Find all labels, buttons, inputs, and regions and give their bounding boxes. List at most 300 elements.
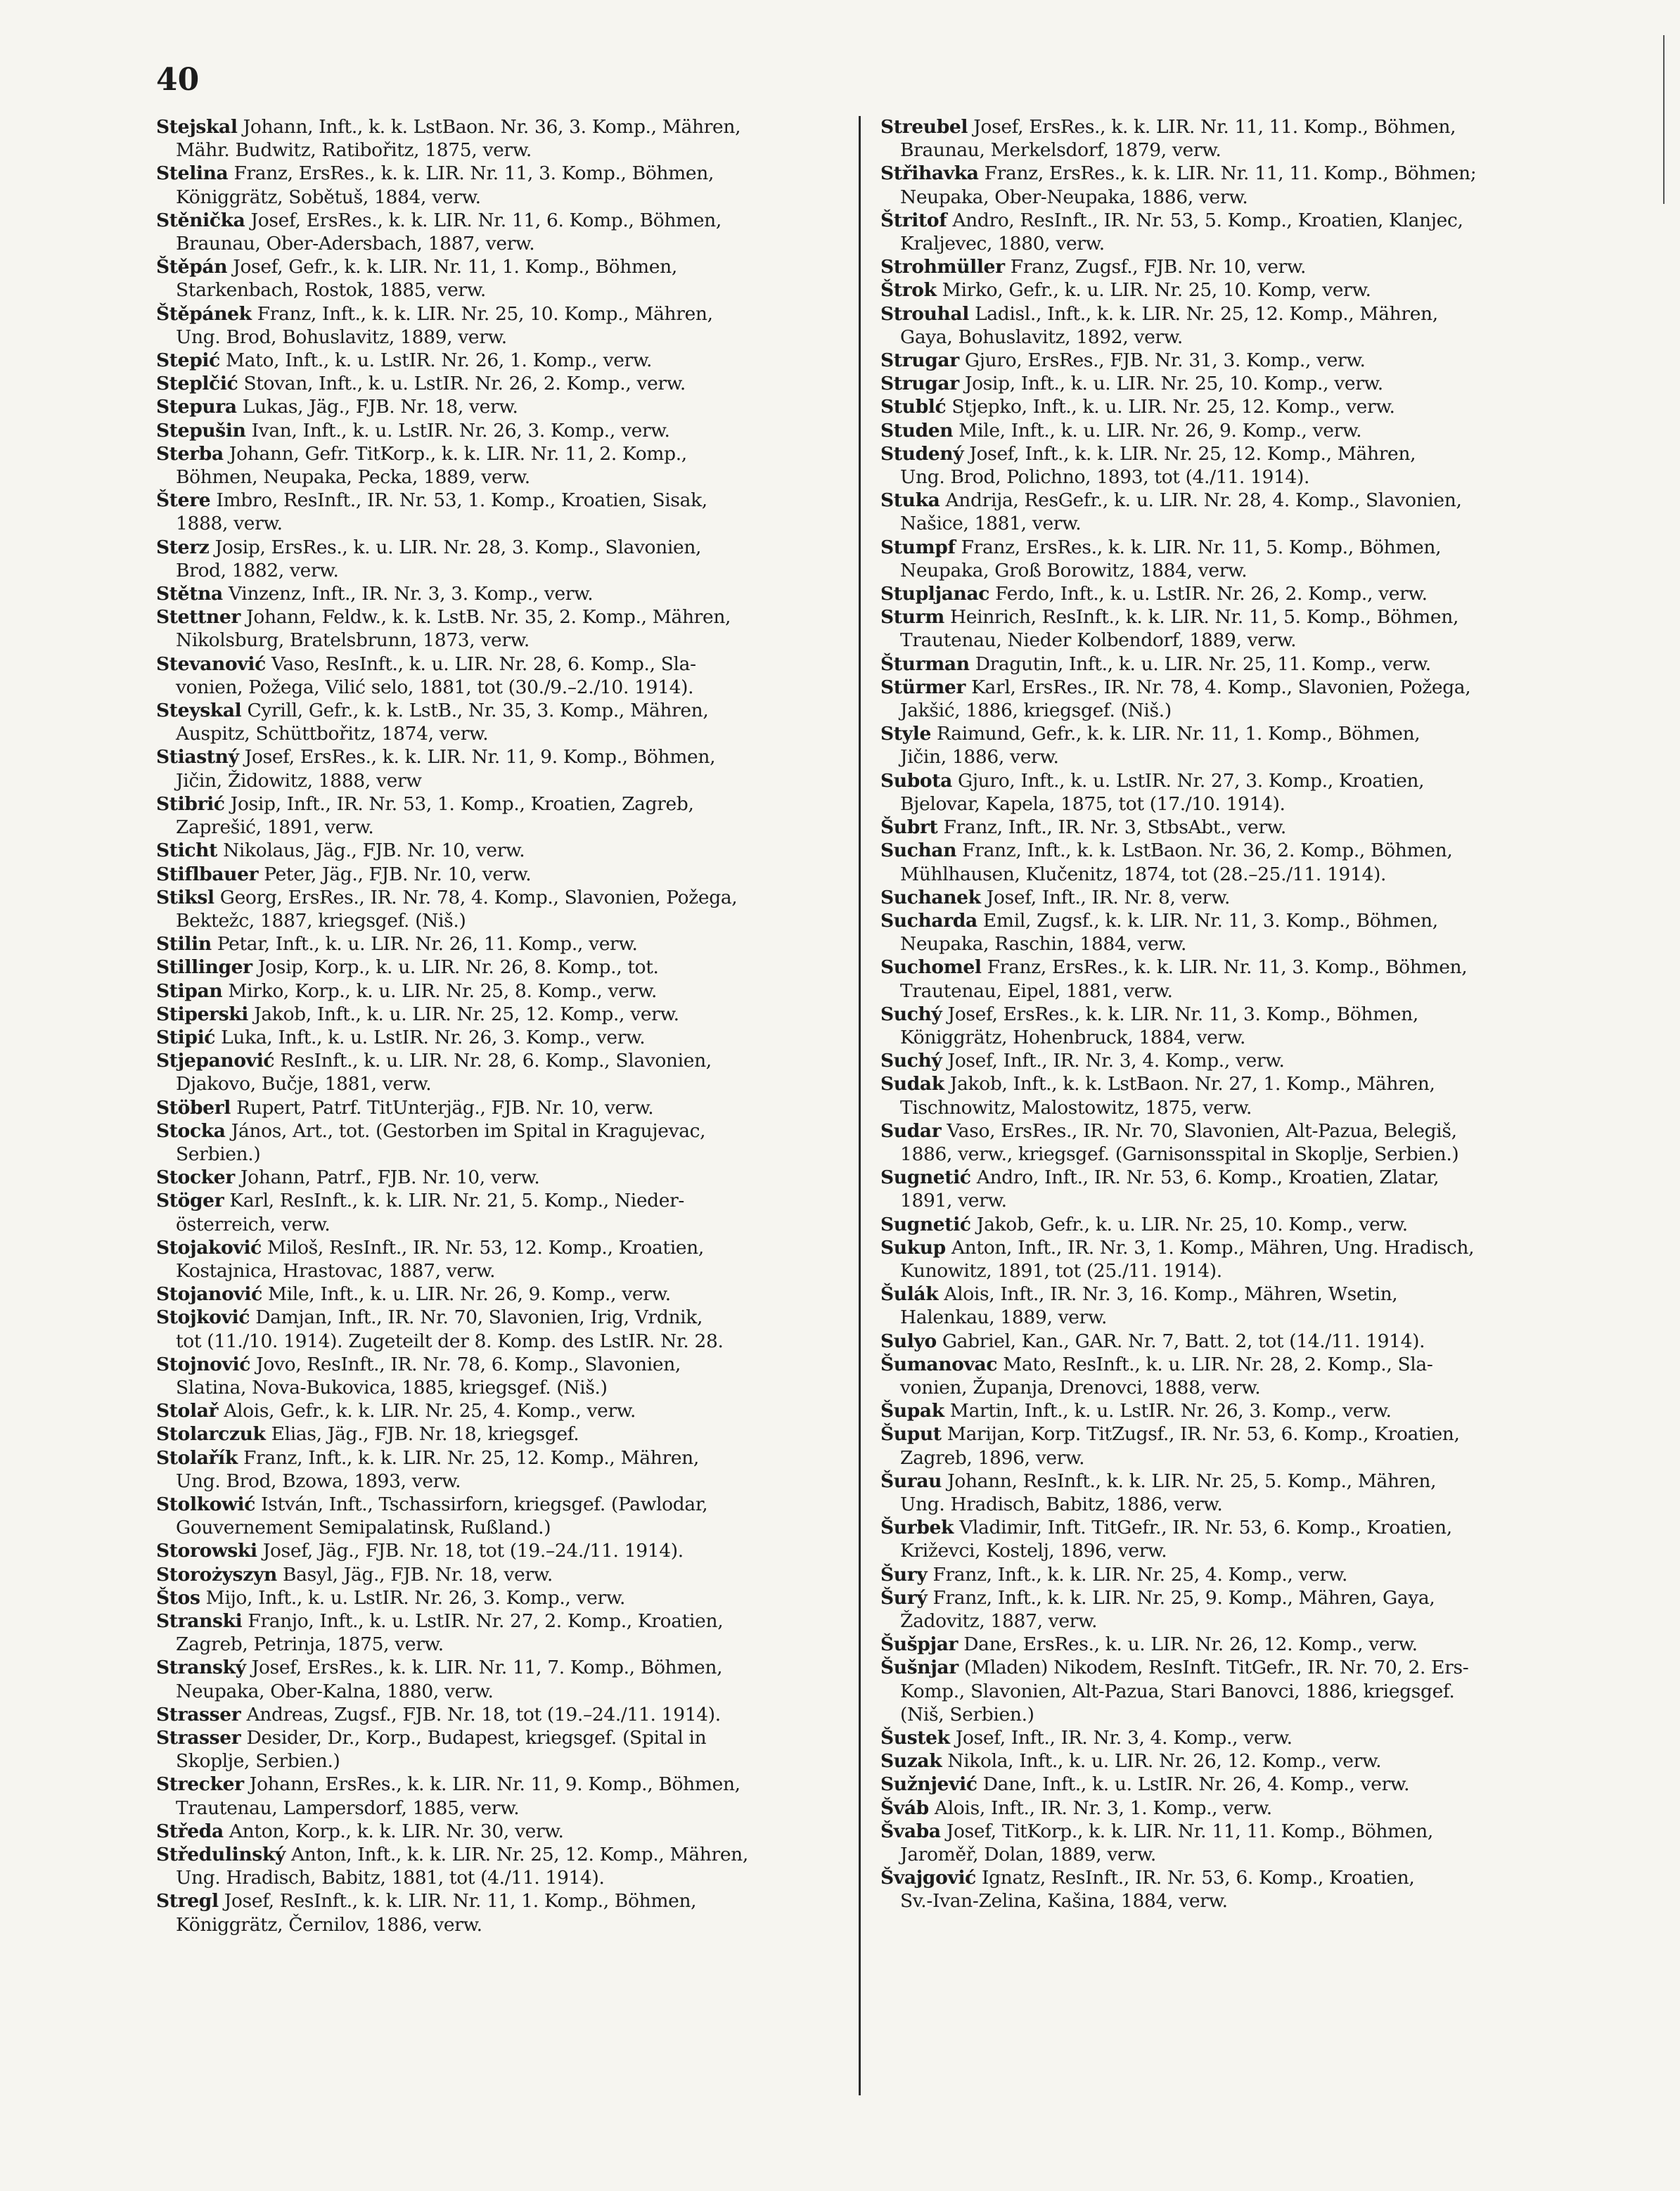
- list-item: [880, 816, 1577, 839]
- entry-details: Ladisl., Inft., k. k. LIR. Nr. 25, 12. Komp., Mähren,: [975, 302, 1438, 325]
- entry-first-line: [880, 209, 1577, 232]
- entry-details: Johann, Feldw., k. k. LstB. Nr. 35, 2. Komp., Mähren,: [246, 606, 731, 629]
- entry-details: Miloš, ResInft., IR. Nr. 53, 12. Komp., Kroatien,: [267, 1236, 704, 1259]
- entry-continuation-line: Braunau, Ober-Adersbach, 1887, verw.: [176, 233, 535, 255]
- entry-first-line: [880, 115, 1577, 139]
- entry-surname: Storożyszyn: [156, 1563, 277, 1586]
- entry-surname: Střihavka: [880, 162, 979, 185]
- entry-surname: Švajgović: [880, 1867, 976, 1889]
- entry-first-line: [880, 1866, 1577, 1889]
- entry-details: Josip, ErsRes., k. u. LIR. Nr. 28, 3. Komp., Slavonien,: [214, 536, 702, 558]
- list-item: [880, 1422, 1577, 1469]
- entry-first-line: [156, 395, 852, 418]
- entry-surname: Stepura: [156, 396, 237, 418]
- list-item: [880, 1236, 1577, 1283]
- entry-first-line: [156, 1539, 852, 1562]
- entry-first-line: [156, 1353, 852, 1376]
- list-item: [156, 1843, 852, 1889]
- entry-surname: Strugar: [880, 373, 959, 395]
- entry-surname: Stolkowić: [156, 1493, 256, 1515]
- list-item: [880, 1213, 1577, 1236]
- list-item: [156, 1773, 852, 1819]
- entry-continuation-line: Trautenau, Eipel, 1881, verw.: [900, 979, 1173, 1002]
- entry-details: Franz, ErsRes., k. k. LIR. Nr. 11, 3. Komp., Böhmen,: [987, 956, 1468, 979]
- entry-continuation-line: vonien, Županja, Drenovci, 1888, verw.: [900, 1376, 1261, 1399]
- entry-continuation-line: Zaprešić, 1891, verw.: [176, 816, 374, 839]
- entry-first-line: [880, 1726, 1577, 1749]
- list-item: [880, 1049, 1577, 1072]
- list-item: [880, 1656, 1577, 1726]
- entry-continuation-line: Neupaka, Raschin, 1884, verw.: [900, 933, 1187, 956]
- entry-first-line: [880, 1470, 1577, 1493]
- entry-first-line: [156, 1399, 852, 1422]
- list-item: [156, 1283, 852, 1306]
- entry-first-line: [880, 1283, 1577, 1306]
- entry-surname: Šušpjar: [880, 1633, 958, 1656]
- entry-surname: Štěpán: [156, 256, 228, 278]
- list-item: [156, 1119, 852, 1166]
- entry-continuation-line: Nikolsburg, Bratelsbrunn, 1873, verw.: [176, 629, 530, 652]
- list-item: [880, 536, 1577, 582]
- entry-details: Mirko, Gefr., k. u. LIR. Nr. 25, 10. Komp, verw.: [942, 279, 1371, 302]
- list-item: [880, 1516, 1577, 1562]
- entry-first-line: [880, 653, 1577, 676]
- entry-continuation-line: Gaya, Bohuslavitz, 1892, verw.: [900, 326, 1183, 348]
- entry-continuation-line: Skoplje, Serbien.): [176, 1750, 340, 1773]
- entry-first-line: [880, 1797, 1577, 1820]
- entry-details: Josef, ErsRes., k. k. LIR. Nr. 11, 3. Komp., Böhmen,: [947, 1003, 1418, 1025]
- entry-surname: Sudar: [880, 1119, 942, 1142]
- list-item: [156, 255, 852, 302]
- entry-details: Andro, Inft., IR. Nr. 53, 6. Komp., Kroatien, Zlatar,: [976, 1167, 1439, 1189]
- list-item: [880, 395, 1577, 418]
- entry-first-line: [880, 1399, 1577, 1422]
- entry-surname: Stjepanović: [156, 1050, 275, 1072]
- entry-surname: Suchomel: [880, 956, 982, 979]
- entry-details: Anton, Inft., k. k. LIR. Nr. 25, 12. Komp., Mähren,: [290, 1844, 748, 1866]
- entry-continuation-line: Mühlhausen, Klučenitz, 1874, tot (28.–25./11. 1914).: [900, 863, 1387, 885]
- entry-details: Andreas, Zugsf., FJB. Nr. 18, tot (19.–24./11. 1914).: [246, 1703, 721, 1726]
- entry-continuation-line: Königgrätz, Hohenbruck, 1884, verw.: [900, 1026, 1246, 1048]
- entry-surname: Šury: [880, 1563, 928, 1586]
- list-item: [156, 1236, 852, 1283]
- entry-details: Gabriel, Kan., GAR. Nr. 7, Batt. 2, tot (14./11. 1914).: [942, 1330, 1425, 1352]
- list-item: [880, 1773, 1577, 1796]
- entry-first-line: [156, 1422, 852, 1446]
- entry-details: Karl, ResInft., k. k. LIR. Nr. 21, 5. Komp., Nieder-: [229, 1190, 685, 1212]
- entry-continuation-line: Žadovitz, 1887, verw.: [900, 1610, 1098, 1632]
- entry-continuation-line: Bektežc, 1887, kriegsgef. (Niš.): [176, 909, 466, 932]
- entry-continuation-line: Neupaka, Groß Borowitz, 1884, verw.: [900, 559, 1248, 582]
- entry-surname: Stupljanac: [880, 583, 990, 605]
- list-item: [156, 1656, 852, 1702]
- entry-details: Ignatz, ResInft., IR. Nr. 53, 6. Komp., Kroatien,: [982, 1867, 1415, 1889]
- entry-details: Marijan, Korp. TitZugsf., IR. Nr. 53, 6. Komp., Kroatien,: [947, 1423, 1460, 1446]
- entry-first-line: [156, 1306, 852, 1329]
- entry-continuation-line: Starkenbach, Rostok, 1885, verw.: [176, 279, 486, 302]
- entry-surname: Stumpf: [880, 536, 956, 558]
- entry-surname: Středa: [156, 1820, 224, 1842]
- entry-surname: Šubrt: [880, 816, 938, 839]
- entry-surname: Stillinger: [156, 956, 252, 979]
- entry-details: Josef, ErsRes., k. k. LIR. Nr. 11, 9. Komp., Böhmen,: [244, 746, 716, 769]
- entry-surname: Sterba: [156, 442, 224, 465]
- entry-details: Jakob, Gefr., k. u. LIR. Nr. 25, 10. Komp., verw.: [976, 1213, 1408, 1235]
- entry-surname: Stojaković: [156, 1236, 262, 1259]
- list-item: [880, 653, 1577, 676]
- entry-surname: Štěpánek: [156, 302, 252, 325]
- entry-details: Josip, Inft., k. u. LIR. Nr. 25, 10. Komp., verw.: [964, 373, 1383, 395]
- entry-surname: Šurbek: [880, 1517, 954, 1539]
- entry-details: Franz, Inft., k. k. LIR. Nr. 25, 9. Komp., Mähren, Gaya,: [932, 1586, 1435, 1609]
- list-item: [156, 302, 852, 349]
- list-item: [880, 769, 1577, 816]
- list-item: [156, 1399, 852, 1422]
- entry-details: Josef, TitKorp., k. k. LIR. Nr. 11, 11. Komp., Böhmen,: [946, 1820, 1433, 1842]
- entry-continuation-line: Tischnowitz, Malostowitz, 1875, verw.: [900, 1096, 1252, 1119]
- entry-continuation-line: Auspitz, Schüttbořitz, 1874, verw.: [176, 723, 489, 745]
- entry-surname: Stiastný: [156, 746, 239, 769]
- list-item: [156, 956, 852, 979]
- entry-details: Jakob, Inft., k. u. LIR. Nr. 25, 12. Komp., verw.: [254, 1003, 679, 1025]
- entry-continuation-line: Böhmen, Neupaka, Pecka, 1889, verw.: [176, 466, 530, 489]
- list-item: [156, 1703, 852, 1726]
- entry-details: Franz, ErsRes., k. k. LIR. Nr. 11, 11. Komp., Böhmen;: [984, 162, 1477, 185]
- list-item: [880, 1399, 1577, 1422]
- list-item: [156, 115, 852, 162]
- entry-first-line: [156, 349, 852, 372]
- list-item: [880, 349, 1577, 372]
- entry-first-line: [156, 1586, 852, 1609]
- entry-continuation-line: Ung. Brod, Polichno, 1893, tot (4./11. 1914).: [900, 466, 1310, 489]
- entry-details: János, Art., tot. (Gestorben im Spital in Kragujevac,: [231, 1119, 706, 1142]
- entry-surname: Stěnička: [156, 209, 245, 231]
- list-item: [156, 349, 852, 372]
- list-item: [880, 1563, 1577, 1586]
- entry-details: Josef, Jäg., FJB. Nr. 18, tot (19.–24./11. 1914).: [262, 1540, 684, 1562]
- list-item: [156, 839, 852, 862]
- entry-surname: Stojnović: [156, 1353, 251, 1375]
- list-item: [156, 1049, 852, 1096]
- entry-surname: Štritof: [880, 209, 947, 231]
- entry-surname: Stolař: [156, 1400, 219, 1422]
- list-item: [156, 699, 852, 745]
- entry-details: Franz, Inft., k. k. LIR. Nr. 25, 12. Komp., Mähren,: [243, 1446, 699, 1469]
- entry-details: Basyl, Jäg., FJB. Nr. 18, verw.: [283, 1563, 553, 1586]
- entry-details: Mato, ResInft., k. u. LIR. Nr. 28, 2. Komp., Sla-: [1003, 1353, 1433, 1375]
- list-item: [156, 1306, 852, 1352]
- entry-surname: Šustek: [880, 1727, 950, 1749]
- entry-first-line: [880, 1166, 1577, 1189]
- entry-surname: Studený: [880, 442, 964, 465]
- entry-first-line: [880, 909, 1577, 932]
- list-item: [880, 676, 1577, 722]
- entry-details: Emil, Zugsf., k. k. LIR. Nr. 11, 3. Komp., Böhmen,: [982, 909, 1438, 932]
- entry-continuation-line: Gouvernement Semipalatinsk, Rußland.): [176, 1517, 551, 1539]
- entry-first-line: [156, 1773, 852, 1796]
- entry-details: Stovan, Inft., k. u. LstIR. Nr. 26, 2. Komp., verw.: [243, 373, 686, 395]
- entry-surname: Stublć: [880, 396, 947, 418]
- entry-surname: Stojković: [156, 1306, 250, 1329]
- entry-details: Karl, ErsRes., IR. Nr. 78, 4. Komp., Slavonien, Požega,: [971, 676, 1471, 698]
- entry-first-line: [880, 162, 1577, 185]
- entry-first-line: [156, 1446, 852, 1470]
- entry-first-line: [156, 956, 852, 979]
- entry-first-line: [880, 302, 1577, 326]
- entry-surname: Šumanovac: [880, 1353, 998, 1375]
- entry-details: (Mladen) Nikodem, ResInft. TitGefr., IR. Nr. 70, 2. Ers-: [963, 1657, 1469, 1679]
- list-item: [156, 1096, 852, 1119]
- entry-first-line: [156, 162, 852, 185]
- entry-surname: Šulák: [880, 1283, 939, 1306]
- entry-first-line: [156, 1283, 852, 1306]
- list-item: [880, 1003, 1577, 1049]
- entry-details: Josef, ResInft., k. k. LIR. Nr. 11, 1. Komp., Böhmen,: [224, 1890, 697, 1913]
- entry-surname: Stocka: [156, 1119, 226, 1142]
- entry-first-line: [156, 745, 852, 769]
- list-item: [156, 1609, 852, 1656]
- entry-surname: Stolařík: [156, 1446, 238, 1469]
- left-column: [156, 115, 852, 1936]
- list-item: [156, 1563, 852, 1586]
- entry-first-line: [156, 442, 852, 465]
- entry-details: Anton, Korp., k. k. LIR. Nr. 30, verw.: [229, 1820, 564, 1842]
- entry-details: Ivan, Inft., k. u. LstIR. Nr. 26, 3. Komp., verw.: [251, 419, 670, 442]
- list-item: [880, 1820, 1577, 1866]
- entry-first-line: [880, 1422, 1577, 1446]
- entry-details: Josef, Inft., k. k. LIR. Nr. 25, 12. Komp., Mähren,: [969, 442, 1416, 465]
- list-item: [156, 979, 852, 1003]
- entry-first-line: [880, 278, 1577, 302]
- entry-continuation-line: Neupaka, Ober-Kalna, 1880, verw.: [176, 1680, 494, 1702]
- entry-surname: Storowski: [156, 1540, 257, 1562]
- entry-first-line: [880, 1003, 1577, 1026]
- entry-first-line: [880, 1586, 1577, 1609]
- entry-continuation-line: Kostajnica, Hrastovac, 1887, verw.: [176, 1259, 496, 1282]
- entry-first-line: [880, 1563, 1577, 1586]
- entry-details: Josef, ErsRes., k. k. LIR. Nr. 11, 6. Komp., Böhmen,: [250, 209, 722, 231]
- entry-surname: Švaba: [880, 1820, 941, 1842]
- entry-details: István, Inft., Tschassirforn, kriegsgef. (Pawlodar,: [261, 1493, 708, 1515]
- list-item: [880, 442, 1577, 489]
- list-item: [880, 582, 1577, 605]
- entry-continuation-line: Komp., Slavonien, Alt-Pazua, Stari Banovci, 1886, kriegsgef.: [900, 1680, 1455, 1702]
- list-item: [156, 372, 852, 395]
- entry-surname: Šváb: [880, 1797, 929, 1819]
- list-item: [880, 909, 1577, 956]
- entry-details: Josef, Inft., IR. Nr. 8, verw.: [986, 886, 1231, 908]
- entry-first-line: [156, 1003, 852, 1026]
- list-item: [880, 1470, 1577, 1516]
- entry-first-line: [880, 1773, 1577, 1796]
- entry-surname: Stětna: [156, 583, 223, 605]
- entry-continuation-line: Ung. Hradisch, Babitz, 1886, verw.: [900, 1493, 1223, 1515]
- entry-surname: Strasser: [156, 1703, 241, 1726]
- entry-first-line: [880, 372, 1577, 395]
- entry-details: Dane, Inft., k. u. LstIR. Nr. 26, 4. Komp., verw.: [982, 1773, 1410, 1796]
- entry-first-line: [880, 255, 1577, 278]
- list-item: [156, 1726, 852, 1773]
- entry-first-line: [880, 1072, 1577, 1096]
- entry-first-line: [156, 536, 852, 559]
- entry-details: Alois, Inft., IR. Nr. 3, 1. Komp., verw.: [934, 1797, 1272, 1819]
- entry-surname: Strohmüller: [880, 256, 1005, 278]
- entry-surname: Stöberl: [156, 1096, 231, 1119]
- entry-details: Ferdo, Inft., k. u. LstIR. Nr. 26, 2. Komp., verw.: [995, 583, 1428, 605]
- entry-surname: Sukup: [880, 1236, 946, 1259]
- entry-surname: Sulyo: [880, 1330, 937, 1352]
- entry-continuation-line: 1888, verw.: [176, 513, 283, 535]
- entry-details: Johann, Gefr. TitKorp., k. k. LIR. Nr. 11, 2. Komp.,: [229, 442, 687, 465]
- entry-continuation-line: 1886, verw., kriegsgef. (Garnisonsspital in Skoplje, Serbien.): [900, 1143, 1459, 1165]
- entry-continuation-line: Jaroměř, Dolan, 1889, verw.: [900, 1844, 1156, 1866]
- entry-first-line: [156, 372, 852, 395]
- entry-details: Rupert, Patrf. TitUnterjäg., FJB. Nr. 10, verw.: [236, 1096, 654, 1119]
- entry-details: Jovo, ResInft., IR. Nr. 78, 6. Komp., Slavonien,: [256, 1353, 681, 1375]
- list-item: [880, 1353, 1577, 1399]
- entry-first-line: [156, 1026, 852, 1049]
- entry-first-line: [880, 1516, 1577, 1539]
- entry-first-line: [880, 1236, 1577, 1259]
- list-item: [880, 1119, 1577, 1166]
- entry-continuation-line: Bjelovar, Kapela, 1875, tot (17./10. 1914).: [900, 792, 1285, 815]
- entry-surname: Stiksl: [156, 886, 214, 908]
- entry-first-line: [156, 1493, 852, 1516]
- list-item: [156, 536, 852, 582]
- entry-first-line: [156, 489, 852, 512]
- list-item: [880, 886, 1577, 909]
- list-item: [156, 162, 852, 208]
- entry-surname: Středulinský: [156, 1844, 286, 1866]
- entry-surname: Studen: [880, 419, 954, 442]
- entry-surname: Stuka: [880, 489, 940, 512]
- entry-details: Elias, Jäg., FJB. Nr. 18, kriegsgef.: [271, 1423, 579, 1446]
- list-item: [880, 419, 1577, 442]
- entry-details: Vaso, ErsRes., IR. Nr. 70, Slavonien, Alt-Pazua, Belegiš,: [947, 1119, 1457, 1142]
- entry-first-line: [880, 582, 1577, 605]
- entry-details: Franz, Inft., k. k. LIR. Nr. 25, 4. Komp., verw.: [932, 1563, 1348, 1586]
- entry-details: Jakob, Inft., k. k. LstBaon. Nr. 27, 1. Komp., Mähren,: [949, 1073, 1435, 1096]
- entry-first-line: [880, 1049, 1577, 1072]
- entry-details: Dane, ErsRes., k. u. LIR. Nr. 26, 12. Komp., verw.: [963, 1633, 1418, 1656]
- entry-surname: Šturman: [880, 653, 970, 675]
- entry-first-line: [880, 1213, 1577, 1236]
- entry-first-line: [880, 1353, 1577, 1376]
- entry-details: Petar, Inft., k. u. LIR. Nr. 26, 11. Komp., verw.: [217, 933, 638, 956]
- entry-first-line: [156, 699, 852, 722]
- entry-details: Franz, Inft., k. k. LstBaon. Nr. 36, 2. Komp., Böhmen,: [962, 840, 1453, 862]
- entry-first-line: [880, 1330, 1577, 1353]
- entry-continuation-line: Serbien.): [176, 1143, 261, 1165]
- entry-details: Mile, Inft., k. u. LIR. Nr. 26, 9. Komp., verw.: [958, 419, 1362, 442]
- entry-surname: Stranský: [156, 1657, 246, 1679]
- entry-continuation-line: Jičin, 1886, verw.: [900, 746, 1059, 769]
- list-item: [880, 115, 1577, 162]
- entry-details: Nikola, Inft., k. u. LIR. Nr. 26, 12. Komp., verw.: [947, 1750, 1382, 1773]
- list-item: [880, 1749, 1577, 1773]
- entry-surname: Strecker: [156, 1773, 244, 1796]
- entry-surname: Strouhal: [880, 302, 969, 325]
- entry-continuation-line: tot (11./10. 1914). Zugeteilt der 8. Komp. des LstIR. Nr. 28.: [176, 1330, 724, 1352]
- entry-surname: Strugar: [880, 349, 959, 372]
- entry-first-line: [156, 1726, 852, 1749]
- entry-first-line: [880, 442, 1577, 465]
- entry-details: Gjuro, Inft., k. u. LstIR. Nr. 27, 3. Komp., Kroatien,: [958, 769, 1425, 792]
- entry-details: Lukas, Jäg., FJB. Nr. 18, verw.: [242, 396, 518, 418]
- entry-details: Johann, ErsRes., k. k. LIR. Nr. 11, 9. Komp., Böhmen,: [249, 1773, 740, 1796]
- entry-details: Dragutin, Inft., k. u. LIR. Nr. 25, 11. Komp., verw.: [975, 653, 1431, 675]
- entry-first-line: [156, 1236, 852, 1259]
- list-item: [880, 1072, 1577, 1119]
- entry-first-line: [156, 1609, 852, 1633]
- list-item: [156, 489, 852, 535]
- entry-continuation-line: Djakovo, Bučje, 1881, verw.: [176, 1073, 432, 1096]
- list-item: [156, 1446, 852, 1493]
- list-item: [156, 1889, 852, 1936]
- entry-continuation-line: Brod, 1882, verw.: [176, 559, 339, 582]
- entry-continuation-line: Trautenau, Nieder Kolbendorf, 1889, verw.: [900, 629, 1297, 652]
- list-item: [156, 932, 852, 956]
- list-item: [156, 1026, 852, 1049]
- entry-first-line: [156, 209, 852, 232]
- entry-details: Raimund, Gefr., k. k. LIR. Nr. 11, 1. Komp., Böhmen,: [937, 723, 1421, 745]
- entry-surname: Suchan: [880, 840, 957, 862]
- entry-first-line: [156, 302, 852, 326]
- list-item: [880, 302, 1577, 349]
- entry-first-line: [880, 886, 1577, 909]
- entry-details: Franz, Zugsf., FJB. Nr. 10, verw.: [1010, 256, 1307, 278]
- entry-surname: Stelina: [156, 162, 229, 185]
- entry-details: Desider, Dr., Korp., Budapest, kriegsgef. (Spital in: [246, 1727, 707, 1749]
- entry-details: Josef, ErsRes., k. k. LIR. Nr. 11, 11. Komp., Böhmen,: [973, 116, 1456, 138]
- entry-details: Franz, Inft., k. k. LIR. Nr. 25, 10. Komp., Mähren,: [257, 302, 713, 325]
- entry-surname: Suchý: [880, 1050, 942, 1072]
- entry-first-line: [880, 956, 1577, 979]
- entry-details: Johann, Inft., k. k. LstBaon. Nr. 36, 3. Komp., Mähren,: [243, 116, 741, 138]
- entry-details: Johann, Patrf., FJB. Nr. 10, verw.: [241, 1167, 540, 1189]
- entry-details: Stjepko, Inft., k. u. LIR. Nr. 25, 12. Komp., verw.: [951, 396, 1395, 418]
- entry-first-line: [156, 419, 852, 442]
- list-item: [880, 1166, 1577, 1212]
- entry-continuation-line: Jakšić, 1886, kriegsgef. (Niš.): [900, 700, 1172, 722]
- entry-details: Luka, Inft., k. u. LstIR. Nr. 26, 3. Komp., verw.: [221, 1026, 646, 1048]
- entry-continuation-line: (Niš, Serbien.): [900, 1703, 1034, 1726]
- entry-surname: Stipan: [156, 979, 223, 1002]
- list-item: [156, 1422, 852, 1446]
- list-item: [880, 1283, 1577, 1329]
- entry-surname: Subota: [880, 769, 952, 792]
- entry-details: ResInft., k. u. LIR. Nr. 28, 6. Komp., Slavonien,: [280, 1050, 712, 1072]
- entry-details: Mijo, Inft., k. u. LstIR. Nr. 26, 3. Komp., verw.: [205, 1586, 626, 1609]
- entry-details: Mile, Inft., k. u. LIR. Nr. 26, 9. Komp., verw.: [267, 1283, 671, 1306]
- entry-continuation-line: Braunau, Merkelsdorf, 1879, verw.: [900, 139, 1221, 162]
- entry-continuation-line: Ung. Brod, Bzowa, 1893, verw.: [176, 1470, 461, 1492]
- entry-first-line: [880, 1119, 1577, 1143]
- entry-details: Franz, ErsRes., k. k. LIR. Nr. 11, 5. Komp., Böhmen,: [961, 536, 1442, 558]
- entry-surname: Sudak: [880, 1073, 944, 1096]
- entry-surname: Sužnjević: [880, 1773, 977, 1796]
- entry-first-line: [880, 605, 1577, 629]
- entry-continuation-line: Königgrätz, Sobětuš, 1884, verw.: [176, 186, 481, 208]
- entry-surname: Stibrić: [156, 792, 225, 815]
- entry-continuation-line: Našice, 1881, verw.: [900, 513, 1082, 535]
- entry-surname: Stipić: [156, 1026, 216, 1048]
- entry-surname: Sterz: [156, 536, 210, 558]
- list-item: [156, 1539, 852, 1562]
- entry-surname: Stejskal: [156, 116, 238, 138]
- entry-continuation-line: Mähr. Budwitz, Ratibořitz, 1875, verw.: [176, 139, 532, 162]
- entry-surname: Strasser: [156, 1727, 241, 1749]
